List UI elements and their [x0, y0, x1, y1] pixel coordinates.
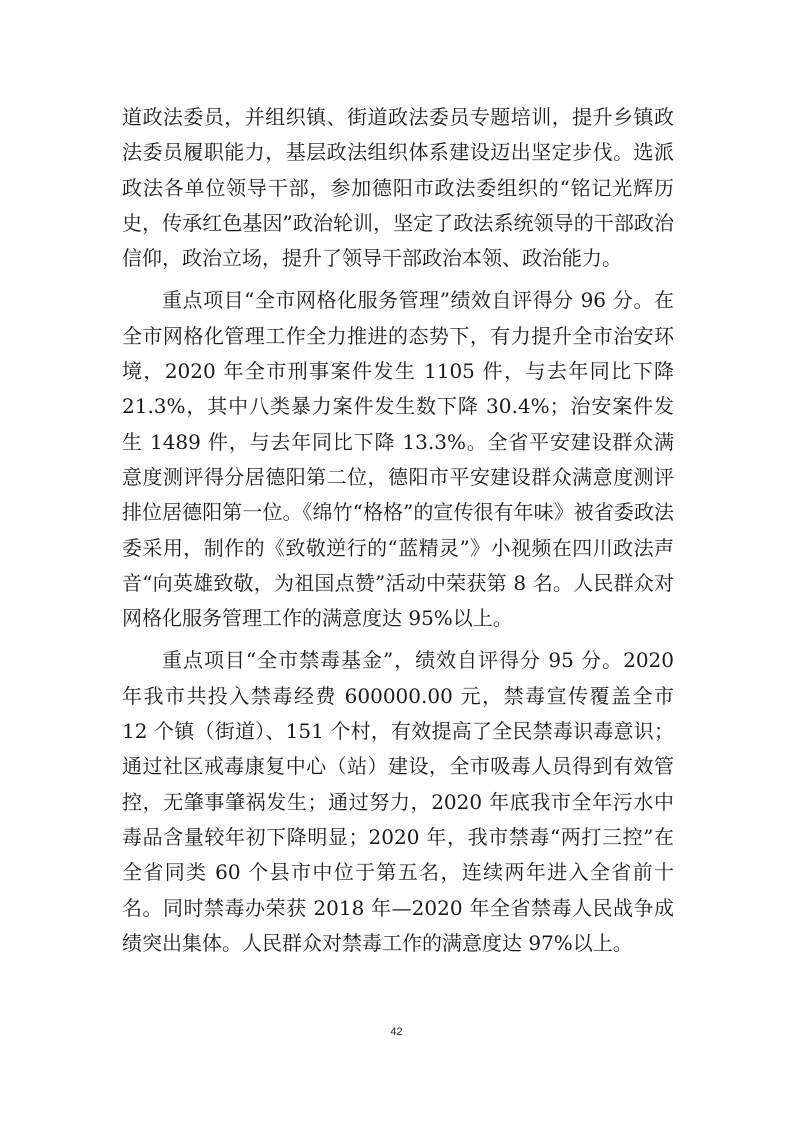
paragraph-continuation: 道政法委员，并组织镇、街道政法委员专题培训，提升乡镇政法委员履职能力，基层政法组织体系建设迈出坚定步伐。选派政法各单位领导干部，参加德阳市政法委组织的“铭记光辉历史，传承红色基因”政治轮训，坚定了政法系统领导的干部政治信仰，政治立场，提升了领导干部政治本领、政治能力。 [122, 105, 674, 271]
document-body [122, 100, 674, 968]
paragraph-grid-management: 重点项目“全市网格化服务管理”绩效自评得分 96 分。在全市网格化管理工作全力推进的态势下，有力提升全市治安环境，2020 年全市刑事案件发生 1105 件，与去年同比下降 21.3%，其中八类暴力案件发生数下降 30.4%；治安案件发生 1489 件，与去年同比下降 13.3%。全省平安建设群众满意度测评得分居德阳第二位，德阳市平安建设群众满意度测评排位居德阳第一位。《绵竹“格格”的宣传很有年味》被省委政法委采用，制作的《致敬逆行的“蓝精灵”》小视频在四川政法声音“向英雄致敬，为祖国点赞”活动中荣获第 8 名。人民群众对网格化服务管理工作的满意度达 95%以上。 [122, 288, 674, 631]
page-number: 42 [390, 1026, 403, 1038]
paragraph-anti-drug-fund: 重点项目“全市禁毒基金”，绩效自评得分 95 分。2020 年我市共投入禁毒经费 600000.00 元，禁毒宣传覆盖全市 12 个镇（街道）、151 个村，有效提高了全民禁毒识毒意识；通过社区戒毒康复中心（站）建设，全市吸毒人员得到有效管控，无肇事肇祸发生；通过努力，2020 年底我市全年污水中毒品含量较年初下降明显；2020 年，我市禁毒“两打三控”在全省同类 60 个县市中位于第五名，连续两年进入全省前十名。同时禁毒办荣获 2018 年—2020 年全省禁毒人民战争成绩突出集体。人民群众对禁毒工作的满意度达 97%以上。 [122, 648, 674, 955]
